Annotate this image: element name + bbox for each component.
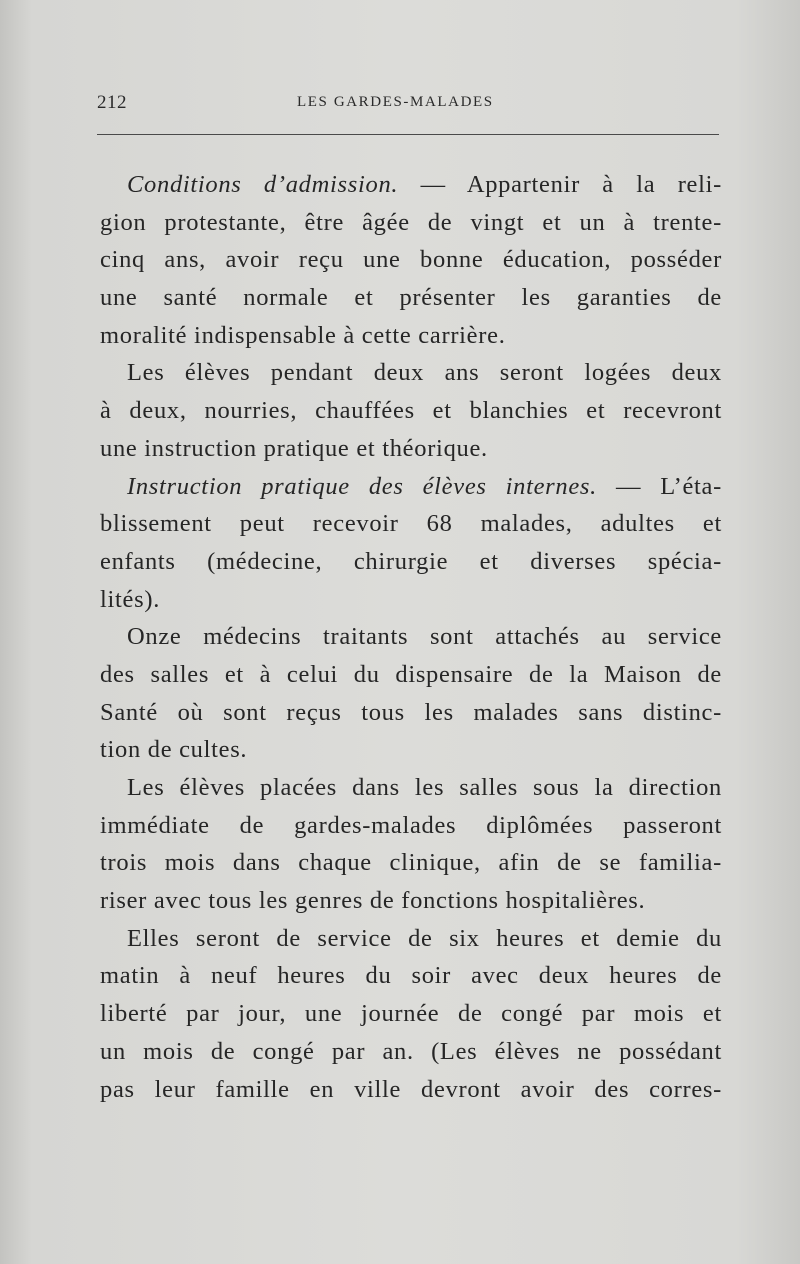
text-line: cinq ans, avoir reçu une bonne éducation, posséder [100,246,722,274]
section-heading-italic: Conditions d’admission. [127,171,399,198]
text-line: matin à neuf heures du soir avec deux heures de [100,962,722,990]
text-line: Onze médecins traitants sont attachés au service [127,623,722,651]
text-line: blissement peut recevoir 68 malades, adultes et [100,510,722,538]
text-line [100,166,722,204]
running-head [97,92,719,118]
text-line: un mois de congé par an. (Les élèves ne possédant [100,1037,722,1065]
text-line: lités). [100,585,161,613]
section-heading-italic: Instruction pratique des élèves internes. [127,472,597,500]
line-text: — L’éta- [597,472,722,500]
text-line [100,468,722,506]
text-line: pas leur famille en ville devront avoir des corres- [100,1075,722,1103]
text-line: enfants (médecine, chirurgie et diverses spécia- [100,547,722,575]
running-title: LES GARDES-MALADES [297,94,494,110]
text-line: riser avec tous les genres de fonctions hospitalières. [100,887,646,915]
line-text: — Appartenir à la reli- [398,171,722,198]
text-line: une santé normale et présenter les garanties de [100,284,722,312]
header-rule [97,134,719,135]
text-line: Elles seront de service de six heures et demie du [127,924,722,952]
text-line: moralité indispensable à cette carrière. [100,321,506,349]
text-line: Les élèves placées dans les salles sous la direction [127,774,722,801]
text-line: Santé où sont reçus tous les malades sans distinc- [100,698,722,726]
text-line: des salles et à celui du dispensaire de la Maison de [100,660,722,688]
text-line: gion protestante, être âgée de vingt et un à trente- [100,208,722,236]
text-line: liberté par jour, une journée de congé par mois et [100,1000,722,1028]
text-line: Les élèves pendant deux ans seront logées deux [127,359,722,387]
text-line: à deux, nourries, chauffées et blanchies et recevront [100,397,722,425]
text-line: une instruction pratique et théorique. [100,434,488,462]
text-line: tion de cultes. [100,736,248,764]
page-number: 212 [97,92,127,113]
body-text [100,166,722,1108]
text-line: immédiate de gardes-malades diplômées passeront [100,811,722,839]
text-line: trois mois dans chaque clinique, afin de se familia- [100,849,722,877]
